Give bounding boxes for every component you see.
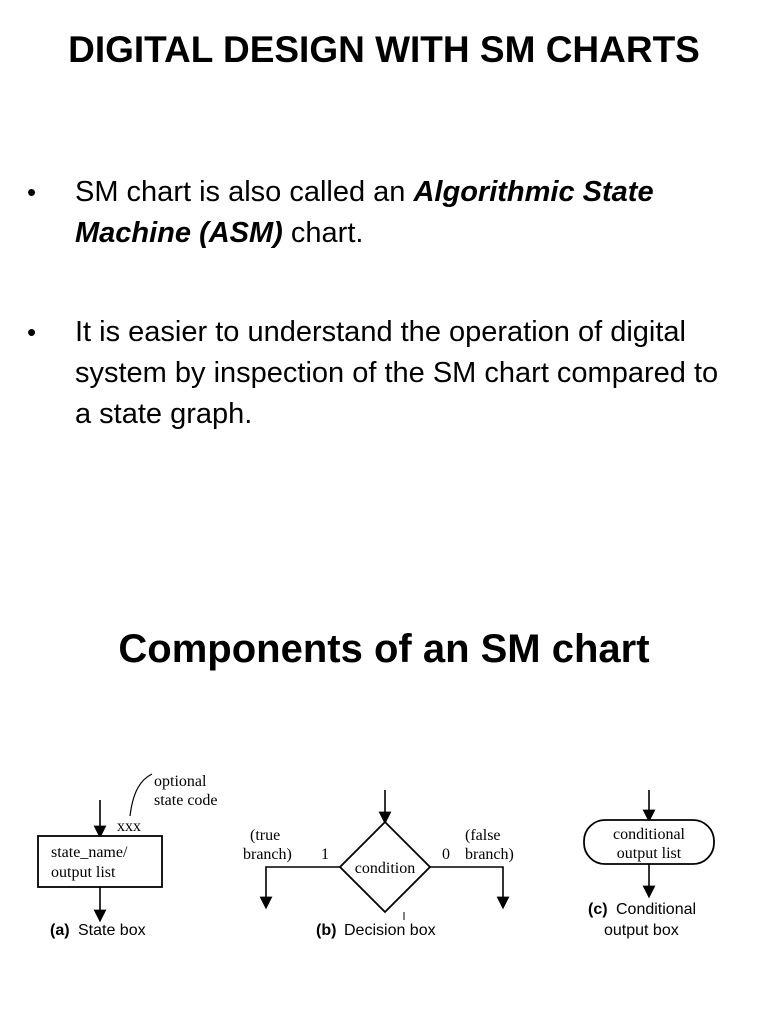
- caption-text: State box: [78, 922, 146, 939]
- caption-tag: (b): [316, 922, 337, 939]
- bullet-marker: •: [27, 317, 37, 347]
- caption-text: Decision box: [344, 922, 436, 939]
- state-code: xxx: [117, 818, 141, 835]
- bullet-item: [27, 172, 725, 254]
- sm-chart-components-figure: [0, 758, 768, 958]
- false-branch-arrow: [430, 867, 503, 903]
- false-branch-value: 0: [442, 846, 450, 863]
- true-branch-label: branch): [243, 846, 292, 863]
- caption-text: Conditional: [616, 901, 697, 918]
- state-box-diagram: [38, 773, 218, 939]
- decision-label: condition: [354, 860, 416, 877]
- decision-box-diagram: [243, 790, 514, 939]
- bullet-text: It is easier to understand the operation of digital system by inspection of the SM chart compared to a state graph.: [75, 316, 719, 430]
- bullet-text-emphasis: Algorithmic State Machine (ASM): [75, 176, 654, 249]
- slide-title: DIGITAL DESIGN WITH SM CHARTS: [68, 29, 700, 70]
- annotation-text: state code: [154, 792, 218, 809]
- state-box-label: output list: [51, 864, 116, 881]
- conditional-box-label: conditional: [613, 826, 685, 843]
- true-branch-arrow: [266, 867, 340, 903]
- true-branch-value: 1: [321, 846, 329, 863]
- bullet-text-post: chart.: [282, 217, 364, 249]
- false-branch-label: branch): [465, 846, 514, 863]
- caption-tag: (a): [50, 922, 70, 939]
- state-box-label: state_name/: [51, 844, 128, 861]
- bullet-marker: •: [27, 177, 37, 207]
- caption-text: output box: [604, 922, 679, 939]
- true-branch-label: (true: [250, 827, 281, 844]
- false-branch-label: (false: [465, 827, 501, 844]
- conditional-output-box-diagram: [584, 790, 714, 939]
- bullet-item: [27, 312, 725, 435]
- annotation-leader-line: [130, 774, 152, 816]
- annotation-text: optional: [154, 773, 207, 790]
- bullet-text-pre: SM chart is also called an: [75, 176, 414, 208]
- caption-tag: (c): [588, 901, 608, 918]
- conditional-box-label: output list: [616, 845, 682, 862]
- section-title: Components of an SM chart: [118, 627, 650, 671]
